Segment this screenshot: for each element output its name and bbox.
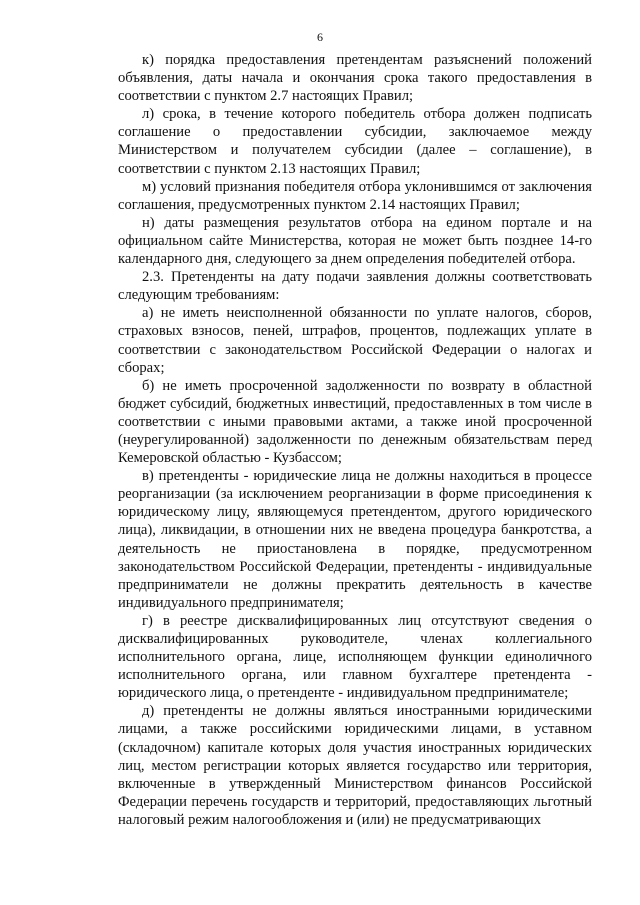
paragraph-m: м) условий признания победителя отбора уклонившимся от заключения соглашения, предусмотренных пунктом 2.14 настоящих Правил; [118, 178, 592, 213]
paragraph-v: в) претенденты - юридические лица не должны находиться в процессе реорганизации (за исключением реорганизации в форме присоединения к юридическому лицу, являющемуся претендентом, другого юридического лица), ликвидации, в отношении них не введена процедура банкротства, а деятельность не приостановлена в порядке, предусмотренном законодательством Российской Федерации, претенденты - индивидуальные предприниматели не должны прекратить деятельность в качестве индивидуального предпринимателя; [118, 468, 592, 611]
paragraph-k: к) порядка предоставления претендентам разъяснений положений объявления, даты начала и окончания срока такого предоставления в соответствии с пунктом 2.7 настоящих Правил; [118, 52, 592, 105]
paragraph-b: б) не иметь просроченной задолженности по возврату в областной бюджет субсидий, бюджетных инвестиций, предоставленных в том числе в соответствии с иными правовыми актами, а также иной просроченной (неурегулированной) задолженности по денежным обязательствам перед Кемеровской областью - Кузбассом; [118, 377, 592, 467]
document-body [118, 51, 592, 829]
paragraph-2-3: 2.3. Претенденты на дату подачи заявления должны соответствовать следующим требованиям: [118, 269, 592, 304]
page-number: 6 [317, 30, 323, 44]
paragraph-a: а) не иметь неисполненной обязанности по уплате налогов, сборов, страховых взносов, пеней, штрафов, процентов, подлежащих уплате в соответствии с законодательством Российской Федерации о налогах и сборах; [118, 305, 592, 376]
paragraph-d: д) претенденты не должны являться иностранными юридическими лицами, а также российскими юридическими лицами, в уставном (складочном) капитале которых доля участия иностранных юридических лиц, местом регистрации которых является государство или территория, включенные в утвержденный Министерством финансов Российской Федерации перечень государств и территорий, предоставляющих льготный налоговый режим налогообложения и (или) не предусматривающих [118, 703, 592, 828]
paragraph-l: л) срока, в течение которого победитель отбора должен подписать соглашение о предоставлении субсидии, заключаемое между Министерством и получателем субсидии (далее – соглашение), в соответствии с пунктом 2.13 настоящих Правил; [118, 106, 592, 177]
paragraph-g: г) в реестре дисквалифицированных лиц отсутствуют сведения о дисквалифицированных руководителе, членах коллегиального исполнительного органа, лице, исполняющем функции единоличного исполнительного органа, или главном бухгалтере претендента - юридического лица, о претенденте - индивидуальном предпринимателе; [118, 612, 592, 702]
paragraph-n: н) даты размещения результатов отбора на едином портале и на официальном сайте Министерства, которая не может быть позднее 14-го календарного дня, следующего за днем определения победителей отбора. [118, 214, 592, 268]
